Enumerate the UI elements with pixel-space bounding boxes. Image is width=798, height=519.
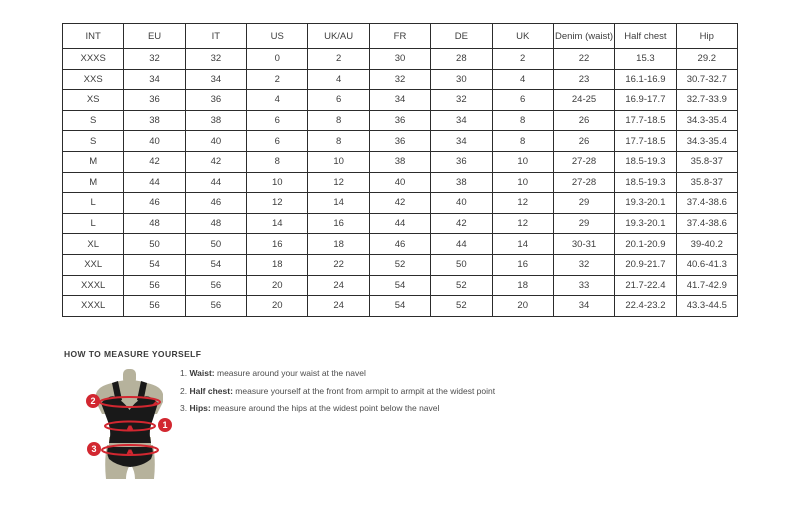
table-row — [63, 90, 738, 111]
size-cell: 18 — [308, 234, 369, 255]
size-cell: 30 — [431, 69, 492, 90]
size-cell: 34 — [369, 90, 430, 111]
size-cell: 6 — [492, 90, 553, 111]
size-cell: 52 — [431, 296, 492, 317]
size-cell: 38 — [124, 110, 185, 131]
size-cell: 14 — [247, 213, 308, 234]
size-cell: 50 — [185, 234, 246, 255]
size-cell: 10 — [492, 172, 553, 193]
size-cell: 10 — [308, 151, 369, 172]
size-cell: 32 — [124, 49, 185, 70]
size-cell: 42 — [431, 213, 492, 234]
size-cell: 23 — [553, 69, 614, 90]
size-cell: 20 — [247, 275, 308, 296]
size-cell: 36 — [369, 110, 430, 131]
size-cell: 20.1-20.9 — [615, 234, 676, 255]
table-row — [63, 110, 738, 131]
size-cell: 54 — [124, 254, 185, 275]
size-cell: 48 — [124, 213, 185, 234]
size-cell: 40 — [431, 193, 492, 214]
size-cell: 54 — [369, 275, 430, 296]
size-cell: 46 — [124, 193, 185, 214]
size-cell: 34 — [431, 131, 492, 152]
size-cell: 6 — [247, 110, 308, 131]
table-row — [63, 151, 738, 172]
column-header-eu: EU — [124, 24, 185, 49]
column-header-int: INT — [63, 24, 124, 49]
size-cell: 50 — [431, 254, 492, 275]
size-cell: 22 — [308, 254, 369, 275]
size-cell: 42 — [369, 193, 430, 214]
size-cell: 14 — [492, 234, 553, 255]
instruction-term: Waist: — [189, 368, 215, 378]
size-cell: 2 — [308, 49, 369, 70]
size-cell: 6 — [247, 131, 308, 152]
size-cell: XL — [63, 234, 124, 255]
size-cell: 32 — [553, 254, 614, 275]
table-row — [63, 275, 738, 296]
size-cell: 17.7-18.5 — [615, 131, 676, 152]
column-header-hip: Hip — [676, 24, 737, 49]
size-cell: 16.1-16.9 — [615, 69, 676, 90]
table-row — [63, 131, 738, 152]
size-cell: 15.3 — [615, 49, 676, 70]
size-cell: 16.9-17.7 — [615, 90, 676, 111]
size-cell: 36 — [431, 151, 492, 172]
size-cell: 50 — [124, 234, 185, 255]
size-cell: 56 — [185, 275, 246, 296]
size-cell: 32.7-33.9 — [676, 90, 737, 111]
size-cell: 38 — [185, 110, 246, 131]
instruction-item — [180, 369, 495, 378]
size-cell: 27-28 — [553, 172, 614, 193]
column-header-de: DE — [431, 24, 492, 49]
column-header-it: IT — [185, 24, 246, 49]
size-cell: 2 — [247, 69, 308, 90]
size-cell: 41.7-42.9 — [676, 275, 737, 296]
size-cell: 39-40.2 — [676, 234, 737, 255]
size-cell: 29.2 — [676, 49, 737, 70]
size-cell: 34 — [185, 69, 246, 90]
size-cell: 22.4-23.2 — [615, 296, 676, 317]
size-cell: 18.5-19.3 — [615, 151, 676, 172]
size-cell: 36 — [124, 90, 185, 111]
table-row — [63, 49, 738, 70]
size-cell: 27-28 — [553, 151, 614, 172]
size-cell: 4 — [247, 90, 308, 111]
measure-point-badge-chest — [86, 394, 100, 408]
instruction-number: 2. — [180, 385, 190, 396]
size-cell: 24-25 — [553, 90, 614, 111]
size-cell: 46 — [185, 193, 246, 214]
size-cell: 8 — [308, 131, 369, 152]
size-cell: 56 — [185, 296, 246, 317]
size-table-body — [63, 49, 738, 317]
size-cell: 30-31 — [553, 234, 614, 255]
size-cell: 52 — [369, 254, 430, 275]
size-cell: L — [63, 213, 124, 234]
size-cell: 36 — [185, 90, 246, 111]
instruction-item — [180, 404, 495, 413]
badge-number-chest: 2 — [90, 396, 96, 407]
size-cell: 44 — [369, 213, 430, 234]
size-cell: XXXS — [63, 49, 124, 70]
size-cell: 36 — [369, 131, 430, 152]
size-cell: 30.7-32.7 — [676, 69, 737, 90]
column-header-fr: FR — [369, 24, 430, 49]
size-cell: 20 — [247, 296, 308, 317]
section-heading: HOW TO MEASURE YOURSELF — [64, 349, 202, 359]
size-cell: 32 — [369, 69, 430, 90]
size-cell: 26 — [553, 110, 614, 131]
size-cell: 17.7-18.5 — [615, 110, 676, 131]
size-cell: 8 — [492, 131, 553, 152]
size-cell: 56 — [124, 275, 185, 296]
size-cell: 16 — [247, 234, 308, 255]
size-cell: 12 — [308, 172, 369, 193]
size-cell: 4 — [308, 69, 369, 90]
size-cell: 37.4-38.6 — [676, 193, 737, 214]
size-cell: 4 — [492, 69, 553, 90]
size-cell: 12 — [247, 193, 308, 214]
size-cell: XXL — [63, 254, 124, 275]
size-cell: 29 — [553, 193, 614, 214]
size-cell: 56 — [124, 296, 185, 317]
size-cell: M — [63, 172, 124, 193]
size-chart-table — [62, 23, 738, 317]
measure-point-badge-waist — [158, 418, 172, 432]
size-cell: 40 — [185, 131, 246, 152]
size-cell: XS — [63, 90, 124, 111]
size-cell: 8 — [247, 151, 308, 172]
size-cell: 42 — [124, 151, 185, 172]
size-cell: M — [63, 151, 124, 172]
size-cell: 6 — [308, 90, 369, 111]
size-cell: 24 — [308, 275, 369, 296]
size-cell: 24 — [308, 296, 369, 317]
size-cell: 0 — [247, 49, 308, 70]
badge-number-waist: 1 — [162, 420, 168, 431]
size-cell: 12 — [492, 193, 553, 214]
size-cell: 34.3-35.4 — [676, 110, 737, 131]
size-cell: 34 — [553, 296, 614, 317]
size-cell: 33 — [553, 275, 614, 296]
column-header-uk: UK — [492, 24, 553, 49]
instruction-term: Hips: — [189, 403, 211, 413]
size-cell: 26 — [553, 131, 614, 152]
size-cell: XXXL — [63, 296, 124, 317]
size-cell: 54 — [369, 296, 430, 317]
size-cell: 8 — [492, 110, 553, 131]
size-cell: 48 — [185, 213, 246, 234]
size-cell: 44 — [185, 172, 246, 193]
size-cell: 43.3-44.5 — [676, 296, 737, 317]
size-cell: 44 — [124, 172, 185, 193]
size-cell: 44 — [431, 234, 492, 255]
column-header-chest: Half chest — [615, 24, 676, 49]
size-cell: 40 — [124, 131, 185, 152]
size-cell: 19.3-20.1 — [615, 193, 676, 214]
size-cell: 30 — [369, 49, 430, 70]
table-row — [63, 296, 738, 317]
size-cell: 18 — [247, 254, 308, 275]
size-cell: 40 — [369, 172, 430, 193]
size-cell: 22 — [553, 49, 614, 70]
size-cell: 8 — [308, 110, 369, 131]
size-cell: S — [63, 110, 124, 131]
size-cell: 54 — [185, 254, 246, 275]
size-cell: 28 — [431, 49, 492, 70]
size-cell: 29 — [553, 213, 614, 234]
size-cell: 42 — [185, 151, 246, 172]
header-row — [63, 24, 738, 49]
table-row — [63, 213, 738, 234]
table-row — [63, 172, 738, 193]
size-cell: 18 — [492, 275, 553, 296]
mannequin-illustration — [82, 367, 182, 487]
mannequin-figure — [82, 367, 182, 487]
size-cell: 35.8-37 — [676, 172, 737, 193]
instruction-number: 1. — [180, 368, 190, 378]
column-header-denim: Denim (waist) — [553, 24, 614, 49]
instruction-item — [180, 387, 495, 396]
size-cell: 32 — [431, 90, 492, 111]
size-cell: 20 — [492, 296, 553, 317]
measure-instructions — [180, 369, 495, 422]
size-cell: 34 — [431, 110, 492, 131]
table-row — [63, 234, 738, 255]
instruction-text: measure around the hips at the widest point below the navel — [210, 403, 440, 413]
table-row — [63, 69, 738, 90]
size-cell: 19.3-20.1 — [615, 213, 676, 234]
size-cell: 34.3-35.4 — [676, 131, 737, 152]
size-cell: 10 — [247, 172, 308, 193]
instruction-number: 3. — [180, 403, 190, 413]
size-cell: XXS — [63, 69, 124, 90]
size-cell: XXXL — [63, 275, 124, 296]
column-header-ukau: UK/AU — [308, 24, 369, 49]
badge-number-hips: 3 — [91, 444, 97, 455]
instruction-term: Half chest: — [189, 385, 233, 396]
size-cell: 21.7-22.4 — [615, 275, 676, 296]
column-header-us: US — [247, 24, 308, 49]
size-cell: 46 — [369, 234, 430, 255]
size-cell: 35.8-37 — [676, 151, 737, 172]
size-cell: 34 — [124, 69, 185, 90]
size-cell: L — [63, 193, 124, 214]
size-cell: 40.6-41.3 — [676, 254, 737, 275]
size-cell: 38 — [431, 172, 492, 193]
size-cell: 16 — [308, 213, 369, 234]
table-row — [63, 193, 738, 214]
size-cell: 14 — [308, 193, 369, 214]
size-cell: 38 — [369, 151, 430, 172]
size-cell: 10 — [492, 151, 553, 172]
instruction-text: measure around your waist at the navel — [214, 368, 366, 378]
size-cell: 52 — [431, 275, 492, 296]
size-cell: 20.9-21.7 — [615, 254, 676, 275]
instruction-text: measure yourself at the front from armpit to armpit at the widest point — [232, 385, 496, 396]
table-row — [63, 254, 738, 275]
size-cell: 16 — [492, 254, 553, 275]
size-cell: 32 — [185, 49, 246, 70]
size-cell: S — [63, 131, 124, 152]
size-cell: 12 — [492, 213, 553, 234]
size-cell: 37.4-38.6 — [676, 213, 737, 234]
size-cell: 2 — [492, 49, 553, 70]
measure-point-badge-hips — [87, 442, 101, 456]
size-cell: 18.5-19.3 — [615, 172, 676, 193]
